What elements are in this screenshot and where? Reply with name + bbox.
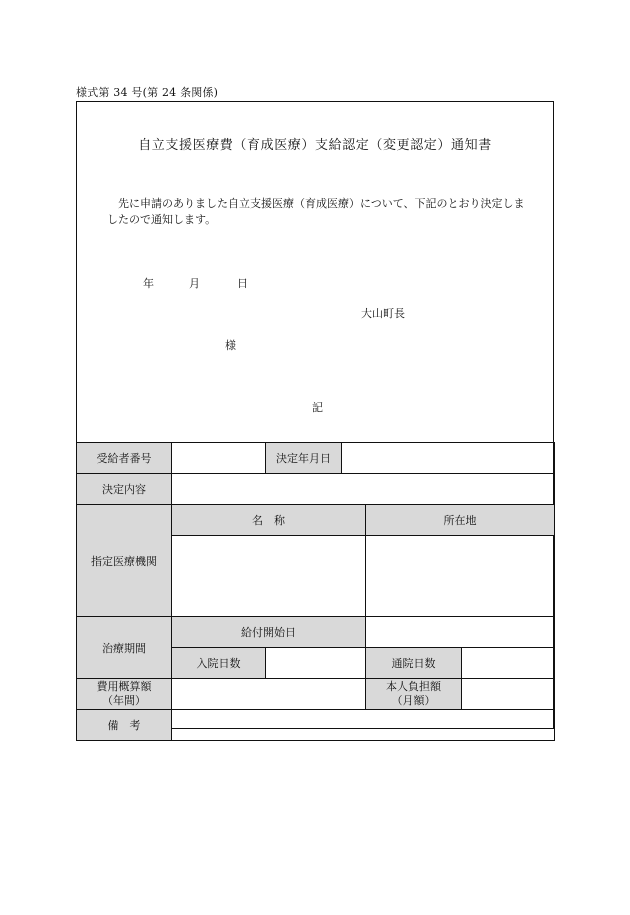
benefit-start-field[interactable] [366,617,555,648]
outpatient-days-label: 通院日数 [366,648,462,679]
issuer-mayor: 大山町長 [361,307,405,320]
institution-location-field[interactable] [366,536,555,617]
recipient-number-field[interactable] [172,443,266,474]
inpatient-days-field[interactable] [266,648,366,679]
designated-institution-label: 指定医療機関 [77,505,172,617]
decision-content-label: 決定内容 [77,474,172,505]
year-label: 年 [143,277,154,290]
institution-name-field[interactable] [172,536,366,617]
document-title: 自立支援医療費（育成医療）支給認定（変更認定）通知書 [138,138,492,153]
benefit-start-label: 給付開始日 [172,617,366,648]
outpatient-days-field[interactable] [462,648,555,679]
notice-frame [76,101,554,732]
institution-name-header: 名 称 [172,505,366,536]
day-label: 日 [237,277,248,290]
decision-content-field[interactable] [172,474,555,505]
self-burden-label-line1: 本人負担額 [386,680,441,693]
cost-estimate-field[interactable] [172,679,366,710]
notice-body-text: 先に申請のありました自立支援医療（育成医療）について、下記のとおり決定しましたので通知します。 [107,197,525,226]
decision-date-field[interactable] [342,443,555,474]
treatment-period-label: 治療期間 [77,617,172,679]
form-number-label: 様式第 34 号(第 24 条関係) [76,86,219,99]
cost-estimate-label [77,679,172,710]
institution-location-header: 所在地 [366,505,555,536]
month-label: 月 [189,277,200,290]
recipient-number-label: 受給者番号 [77,443,172,474]
inpatient-days-label: 入院日数 [172,648,266,679]
table-row [77,710,555,741]
remarks-field[interactable] [172,710,555,741]
self-burden-field[interactable] [462,679,555,710]
self-burden-label [366,679,462,710]
addressee-honorific: 様 [225,339,236,352]
table-row [77,505,555,536]
cost-estimate-label-line2: （年間） [102,694,146,707]
ki-heading: 記 [312,401,323,414]
self-burden-label-line2: （月額） [391,694,436,707]
table-row [77,617,555,648]
table-row [77,443,555,474]
cost-estimate-label-line1: 費用概算額 [96,680,152,693]
table-row [77,679,555,710]
table-row [77,474,555,505]
details-table [76,442,555,741]
remarks-label: 備 考 [77,710,172,741]
decision-date-label: 決定年月日 [266,443,342,474]
